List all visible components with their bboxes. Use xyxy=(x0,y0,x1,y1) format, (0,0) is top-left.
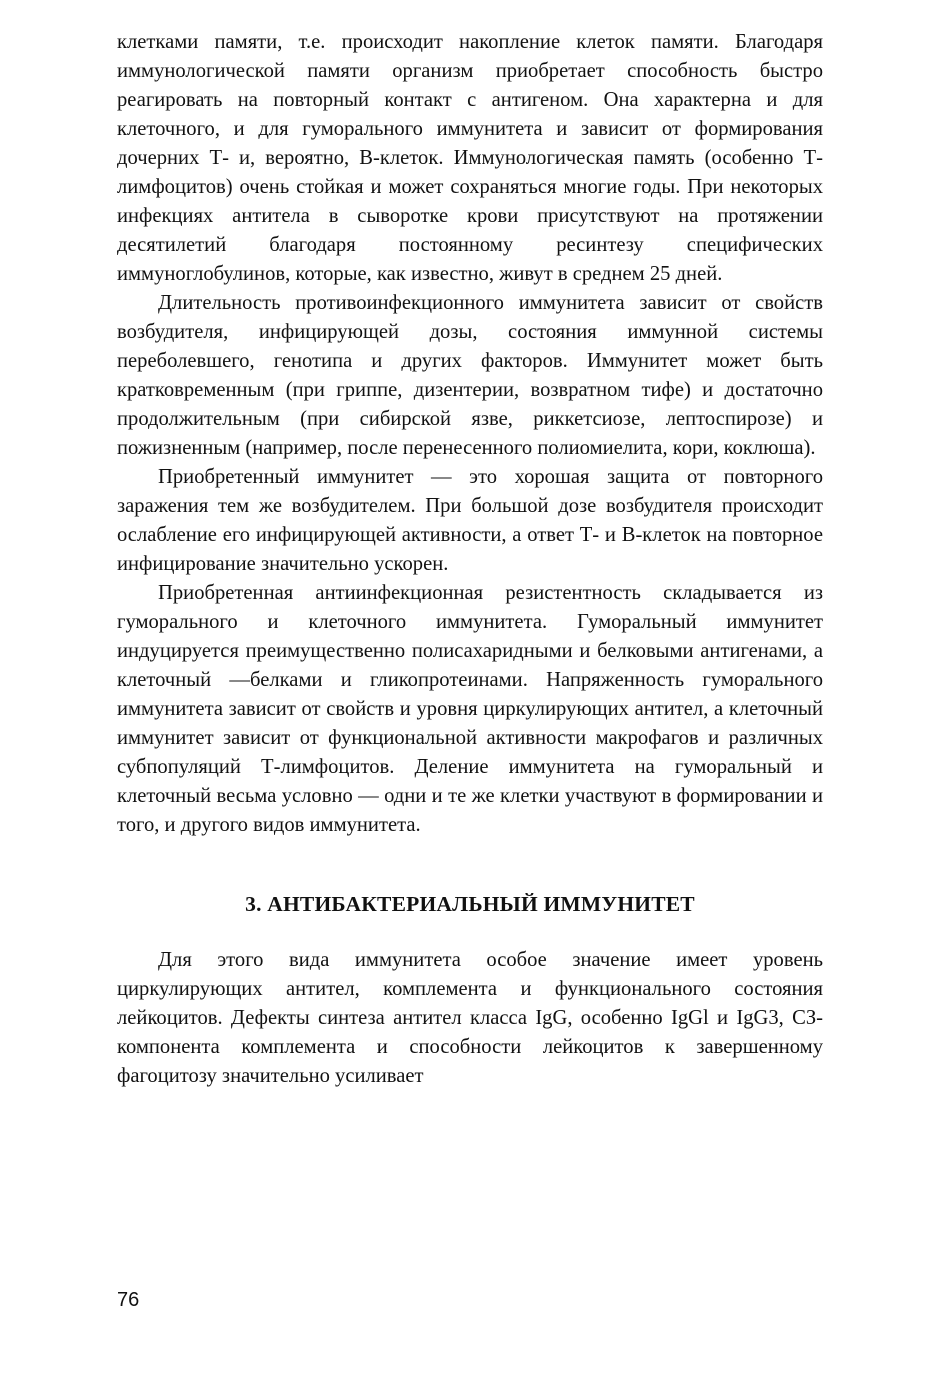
paragraph-immunological-memory: клетками памяти, т.е. происходит накопление клеток памяти. Благодаря иммунологической памяти организм приобретает способность быстро реагировать на повторный контакт с антигеном. Она характерна и для клеточного, и для гуморального иммунитета и зависит от формирования дочерних Т- и, вероятно, В-клеток. Иммунологическая память (особенно Т-лимфоцитов) очень стойкая и может сохраняться многие годы. При некоторых инфекциях антитела в сыворотке крови присутствуют на протяжении десятилетий благодаря постоянному ресинтезу специфических иммуноглобулинов, которые, как известно, живут в среднем 25 дней. xyxy=(117,31,823,285)
page-body xyxy=(117,28,823,1091)
paragraph-acquired-immunity: Приобретенный иммунитет — это хорошая защита от повторного заражения тем же возбудителем. При большой дозе возбудителя происходит ослабление его инфицирующей активности, а ответ Т- и В-клеток на повторное инфицирование значительно ускорен. xyxy=(117,466,823,575)
paragraph-acquired-resistance: Приобретенная антиинфекционная резистентность складывается из гуморального и клеточного иммунитета. Гуморальный иммунитет индуцируется преимущественно полисахаридными и белковыми антигенами, а клеточный —белками и гликопротеинами. Напряженность гуморального иммунитета зависит от свойств и уровня циркулирующих антител, а клеточный иммунитет зависит от функциональной активности макрофагов и различных субпопуляций Т-лимфоцитов. Деление иммунитета на гуморальный и клеточный весьма условно — одни и те же клетки участвуют в формировании и того, и другого видов иммунитета. xyxy=(117,582,823,836)
paragraph-antibacterial-immunity: Для этого вида иммунитета особое значение имеет уровень циркулирующих антител, комплемента и функционального состояния лейкоцитов. Дефекты синтеза антител класса IgG, особенно IgGl и IgG3, СЗ-компонента комплемента и способности лейкоцитов к завершенному фагоцитозу значительно усиливает xyxy=(117,949,823,1087)
paragraph-immunity-duration: Длительность противоинфекционного иммунитета зависит от свойств возбудителя, инфицирующей дозы, состояния иммунной системы переболевшего, генотипа и других факторов. Иммунитет может быть кратковременным (при гриппе, дизентерии, возвратном тифе) и достаточно продолжительным (при сибирской язве, риккетсиозе, лептоспирозе) и пожизненным (например, после перенесенного полиомиелита, кори, коклюша). xyxy=(117,292,823,459)
section-heading: 3. АНТИБАКТЕРИАЛЬНЫЙ ИММУНИТЕТ xyxy=(245,892,695,916)
page-number: 76 xyxy=(117,1289,140,1311)
